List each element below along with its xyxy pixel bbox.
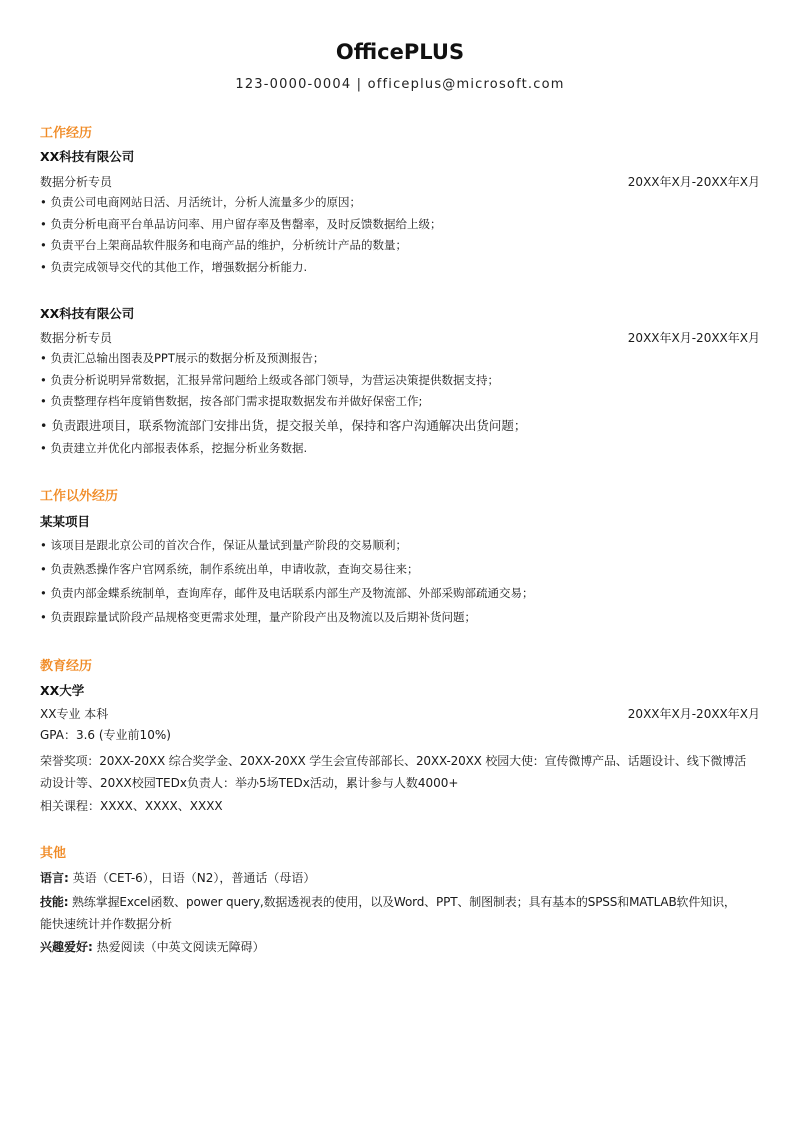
contact-info: 123-0000-0004 | officeplus@microsoft.com [235,77,565,92]
project-bullets [40,533,760,629]
language-line [40,867,760,890]
skills-line-cont: 能快速统计并作数据分析 [40,917,173,931]
resume-page [40,38,760,958]
education-row [40,704,760,724]
job-bullets [40,348,760,459]
job-entry [40,304,760,459]
school-name: XX大学 [40,683,85,698]
education-honors: 荣誉奖项：20XX-20XX 综合奖学金、20XX-20XX 学生会宣传部部长、20XX-20XX 校园大使：宣传微博产品、话题设计、线下微博活 [40,753,747,768]
bullet-item: • 负责跟踪量试阶段产品规格变更需求处理，量产阶段产出及物流以及后期补货问题； [40,605,760,629]
bullet-item: • 负责完成领导交代的其他工作，增强数据分析能力. [40,257,760,279]
education-courses: 相关课程：XXXX、XXXX、XXXX [40,798,223,813]
job-role-row [40,172,760,192]
language-value: 英语（CET-6），日语（N2），普通话（母语） [72,871,316,885]
bullet-item: • 负责建立并优化内部报表体系，挖掘分析业务数据. [40,438,760,460]
bullet-item: • 负责跟进项目，联系物流部门安排出货，提交报关单，保持和客户沟通解决出货问题； [40,413,760,438]
job-role: 数据分析专员 [40,331,113,345]
skills-value: 熟练掌握Excel函数、power query,数据透视表的使用，以及Word、PPT、制图制表；具有基本的SPSS和MATLAB软件知识， [72,894,736,909]
bullet-item: • 负责公司电商网站日活、月活统计，分析人流量多少的原因； [40,192,760,214]
bullet-item: • 该项目是跟北京公司的首次合作，保证从量试到量产阶段的交易顺利； [40,533,760,557]
bullet-item: • 负责熟悉操作客户官网系统，制作系统出单，申请收款，查询交易往来； [40,557,760,581]
job-date: 20XX年X月-20XX年X月 [627,331,760,345]
hobby-line [40,936,760,959]
job-company: XX科技有限公司 [40,149,135,164]
job-date: 20XX年X月-20XX年X月 [627,175,760,189]
skills-line [40,891,760,914]
education-gpa: GPA：3.6 (专业前10%) [40,728,171,742]
hobby-value: 热爱阅读（中英文阅读无障碍） [96,939,265,954]
job-company: XX科技有限公司 [40,306,135,321]
bullet-item: • 负责整理存档年度销售数据，按各部门需求提取数据发布并做好保密工作; [40,391,760,413]
bullet-item: • 负责平台上架商品软件服务和电商产品的维护，分析统计产品的数量； [40,235,760,257]
job-entry [40,147,760,278]
job-role: 数据分析专员 [40,175,113,189]
education-honors-cont: 动设计等、20XX校园TEDx负责人：举办5场TEDx活动，累计参与人数4000+ [40,776,459,790]
section-title-work: 工作经历 [40,126,93,141]
bullet-item: • 负责分析说明异常数据，汇报异常问题给上级或各部门领导，为营运决策提供数据支持； [40,370,760,392]
bullet-item: • 负责汇总输出图表及PPT展示的数据分析及预测报告； [40,348,760,370]
hobby-label: 兴趣爱好: [40,939,93,954]
job-role-row [40,328,760,348]
education-major: XX专业 本科 [40,707,109,721]
language-label: 语言: [40,871,69,885]
skills-label: 技能: [40,894,69,909]
education-date: 20XX年X月-20XX年X月 [627,707,760,721]
bullet-item: • 负责分析电商平台单品访问率、用户留存率及售罄率，及时反馈数据给上级； [40,214,760,236]
job-bullets [40,192,760,278]
section-title-extra: 工作以外经历 [40,489,119,504]
section-title-other: 其他 [40,846,67,861]
bullet-item: • 负责内部金蝶系统制单，查询库存，邮件及电话联系内部生产及物流部、外部采购部疏通交易； [40,581,760,605]
section-title-education: 教育经历 [40,659,93,674]
resume-name: OfficePLUS [335,40,465,64]
project-name: 某某项目 [40,514,91,529]
